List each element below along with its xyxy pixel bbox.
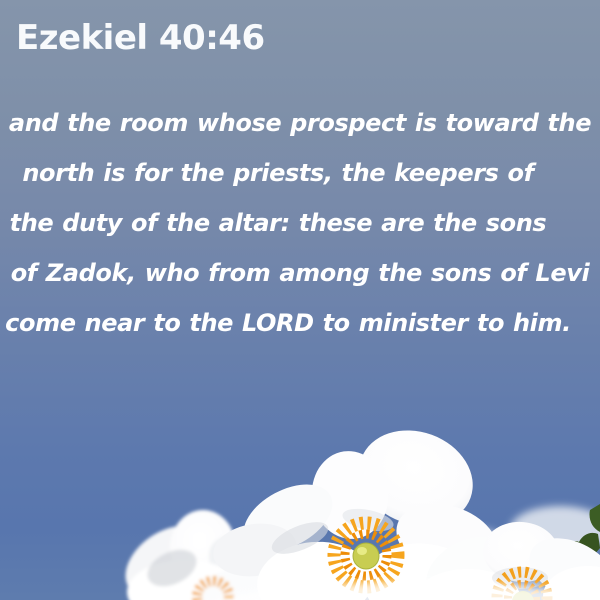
- verse-reference: Ezekiel 40:46: [16, 18, 265, 58]
- flowers-photo: [0, 400, 600, 600]
- verse-line: come near to the LORD to minister to him.: [5, 309, 571, 337]
- verse-line: the duty of the altar: these are the sons: [9, 209, 547, 237]
- verse-text: [0, 98, 600, 348]
- verse-line: and the room whose prospect is toward the: [8, 109, 592, 137]
- verse-line: north is for the priests, the keepers of: [22, 159, 534, 187]
- verse-line: of Zadok, who from among the sons of Levi: [10, 259, 590, 287]
